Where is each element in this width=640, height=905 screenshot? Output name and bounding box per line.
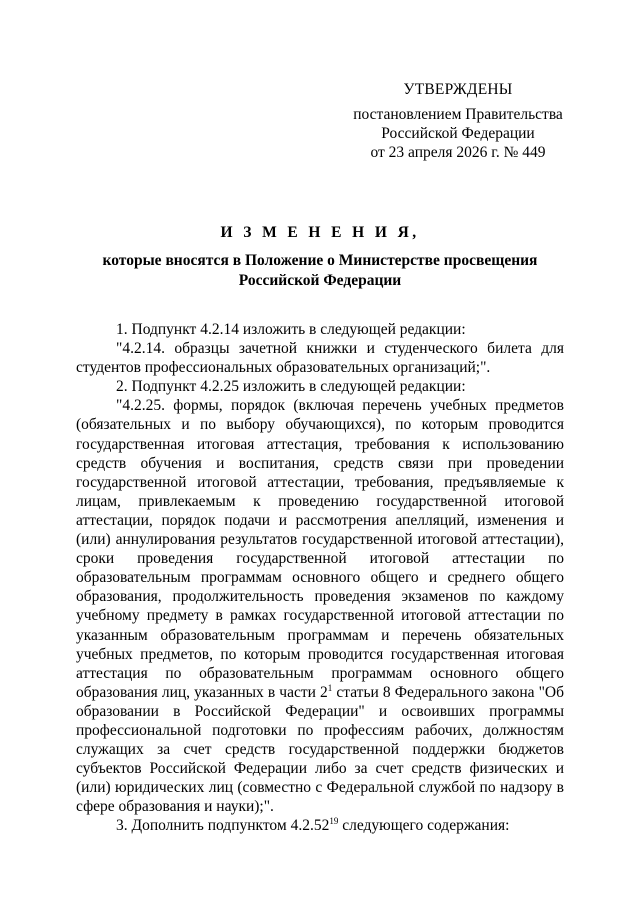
document-body — [76, 320, 564, 836]
item-3-part: следующего содержания: — [338, 817, 510, 835]
approval-date: от 23 апреля 2026 г. № 449 — [370, 144, 546, 161]
superscript: 1 — [327, 682, 333, 693]
item-1-heading: 1. Подпункт 4.2.14 изложить в следующей редакции: — [116, 321, 466, 338]
approval-line: Российской Федерации — [381, 125, 535, 142]
item-1-text: "4.2.14. образцы зачетной книжки и студенческого билета для студентов профессиональных образовательных организаций;". — [76, 340, 564, 377]
item-3-part: 3. Дополнить подпунктом 4.2.52 — [116, 817, 330, 835]
document-heading — [64, 223, 576, 291]
approval-line: постановлением Правительства — [353, 106, 563, 123]
item-2-text-part: "4.2.25. формы, порядок (включая перечень учебных предметов (обязательных и по выбору обучающихся), по которым проводится государственная итоговая аттестация, требования к использованию средств обучения и воспитания, средств связи при проведении государственной итоговой аттестации, требования, предъявляемые к лицам, привлекаемым к проведению государственной итоговой аттестации, порядок подачи и рассмотрения апелляций, изменения и (или) аннулирования результатов государственной итоговой аттестации), сроки проведения государственной итоговой аттестации по образовательным программам основного общего и среднего общего образования, продолжительность проведения экзаменов по каждому учебному предмету в рамках государственной итоговой аттестации по указанным образовательным программам и перечень обязательных учебных предметов, по которым проводится государственная итоговая аттестация по образовательным программам основного общего образования лиц, указанных в части 2 — [76, 397, 564, 701]
item-2-heading: 2. Подпункт 4.2.25 изложить в следующей редакции: — [116, 378, 466, 396]
item-2-text-part: статьи 8 Федерального закона "Об образовании в Российской Федерации" и освоивших программы профессиональной подготовки по профессиям рабочих, должностям служащих за счет средств государственной поддержки бюджетов субъектов Российской Федерации либо за счет средств физических и (или) юридических лиц (совместно с Федеральной службой по надзору в сфере образования и науки);". — [76, 683, 564, 816]
superscript: 19 — [329, 816, 339, 827]
heading-subtitle: Российской Федерации — [238, 272, 402, 289]
approval-title: УТВЕРЖДЕНЫ — [403, 81, 513, 98]
heading-subtitle: которые вносятся в Положение о Министерстве просвещения — [102, 252, 538, 269]
heading-title: И З М Е Н Е Н И Я, — [220, 224, 420, 241]
item-2-text — [76, 396, 564, 816]
approval-block — [318, 80, 598, 162]
item-3-heading — [76, 816, 564, 835]
